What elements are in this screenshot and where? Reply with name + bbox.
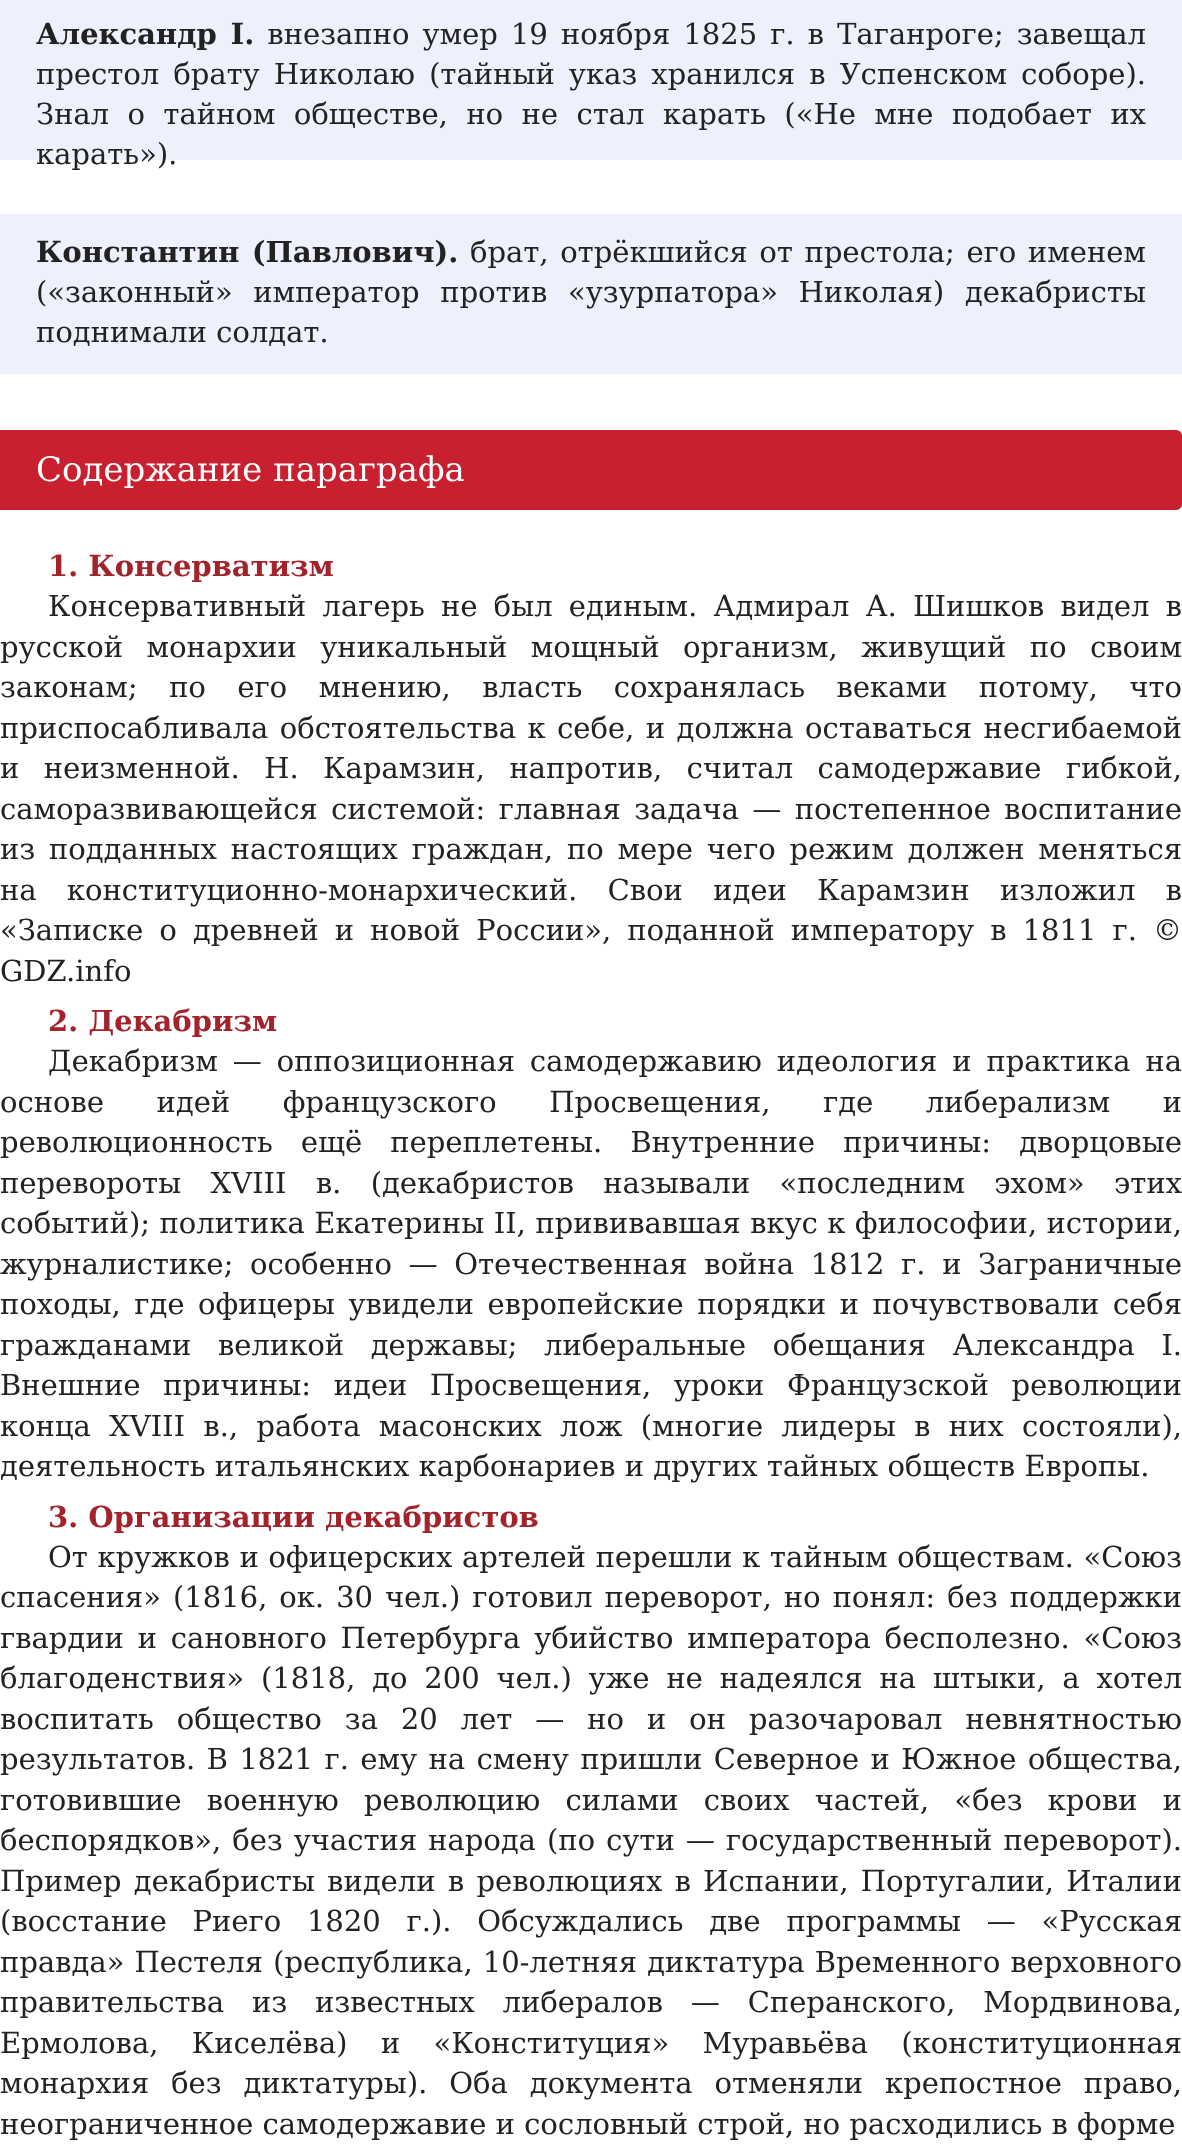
definition-konstantin	[0, 214, 1182, 374]
section-text-organizations: От кружков и офицерских артелей перешли к тайным обществам. «Союз спасения» (1816, ок. 30 чел.) готовил переворот, но понял: без поддержки гвардии и сановного Петербурга убийство императора бесполезно. «Союз благоденствия» (1818, до 200 чел.) уже не надеялся на штыки, а хотел воспитать общество за 20 лет — но и он разочаровал невнятностью результатов. В 1821 г. ему на смену пришли Северное и Южное общества, готовившие военную революцию силами своих частей, «без крови и беспорядков», без участия народа (по сути — государственный переворот). Пример декабристы видели в революциях в Испании, Португалии, Италии (восстание Риего 1820 г.). Обсуждались две программы — «Русская правда» Пестеля (республика, 10-летняя диктатура Временного верховного правительства из известных либералов — Сперанского, Мордвинова, Ермолова, Киселёва) и «Конституция» Муравьёва (конституционная монархия без диктатуры). Оба документа отменяли крепостное право, неограниченное самодержавие и сословный строй, но расходились в форме	[0, 1537, 1182, 2144]
definition-text: брат, отрёкшийся от престола; его именем («законный» император против «узурпатора» Николая) декабристы поднимали солдат.	[36, 235, 1146, 349]
section-title-organizations: 3. Организации декабристов	[0, 1497, 1182, 1537]
section-banner	[0, 430, 1182, 510]
definition-alexander	[0, 0, 1182, 160]
section-text-decembrism: Декабризм — оппозиционная самодержавию идеология и практика на основе идей французского Просвещения, где либерализм и революционность ещё переплетены. Внутренние причины: дворцовые перевороты XVIII в. (декабристов называли «последним эхом» этих событий); политика Екатерины II, прививавшая вкус к философии, истории, журналистике; особенно — Отечественная война 1812 г. и Заграничные походы, где офицеры увидели европейские порядки и почувствовали себя гражданами великой державы; либеральные обещания Александра I. Внешние причины: идеи Просвещения, уроки Французской революции конца XVIII в., работа масонских лож (многие лидеры в них состояли), деятельность итальянских карбонариев и других тайных обществ Европы.	[0, 1041, 1182, 1487]
section-text-conservatism: Консервативный лагерь не был единым. Адмирал А. Шишков видел в русской монархии уникальный мощный организм, живущий по своим законам; по его мнению, власть сохранялась веками потому, что приспосабливала обстоятельства к себе, и должна оставаться несгибаемой и неизменной. Н. Карамзин, напротив, считал самодержавие гибкой, саморазвивающейся системой: главная задача — постепенное воспитание из подданных настоящих граждан, по мере чего режим должен меняться на конституционно-монархический. Свои идеи Карамзин изложил в «Записке о древней и новой России», поданной императору в 1811 г. © GDZ.info	[0, 586, 1182, 991]
definition-term: Константин (Павлович).	[36, 235, 458, 269]
banner-title: Содержание параграфа	[36, 450, 465, 490]
paragraph-content	[0, 546, 1182, 2144]
definition-term: Александр I.	[36, 17, 254, 51]
section-title-conservatism: 1. Консерватизм	[0, 546, 1182, 586]
section-title-decembrism: 2. Декабризм	[0, 1001, 1182, 1041]
definition-text: внезапно умер 19 ноября 1825 г. в Таганроге; завещал престол брату Николаю (тайный указ хранился в Успенском соборе). Знал о тайном обществе, но не стал карать («Не мне подобает их карать»).	[36, 17, 1146, 171]
